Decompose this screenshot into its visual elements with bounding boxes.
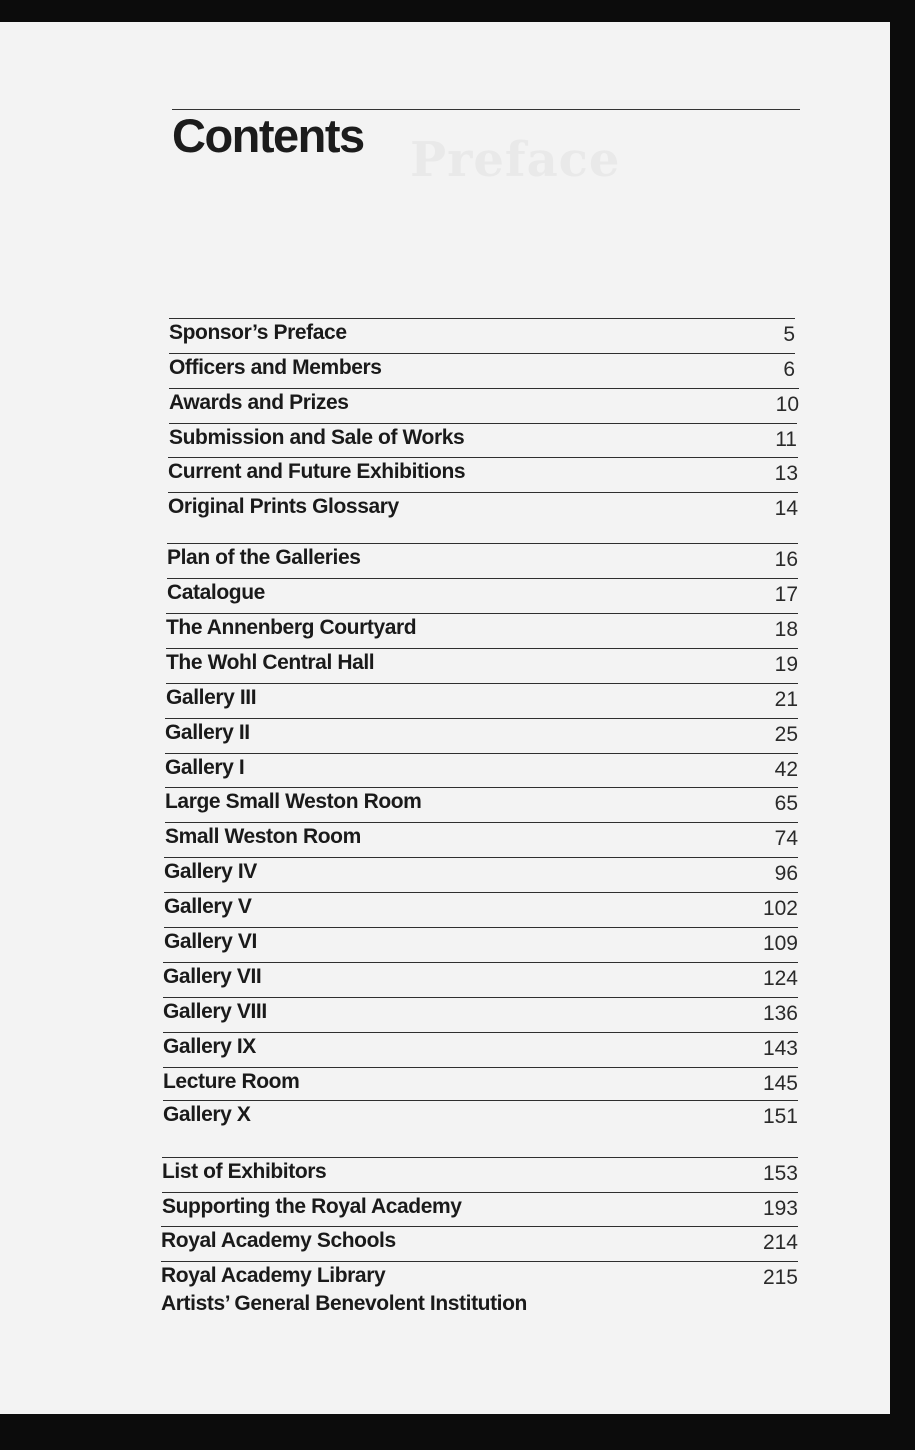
toc-entry-page: 143 [762, 1037, 798, 1060]
toc-entry-page: 74 [774, 827, 798, 850]
toc-entry-page: 19 [774, 653, 798, 676]
toc-entry-page: 16 [774, 548, 798, 571]
toc-entry-label: The Wohl Central Hall [166, 651, 375, 674]
toc-entry [163, 1067, 798, 1102]
toc-entry [161, 1261, 798, 1326]
toc-entry-label: Small Weston Room [165, 825, 361, 848]
toc-entry-page: 5 [783, 323, 795, 346]
toc-entry [162, 1157, 798, 1192]
toc-entry-page: 151 [762, 1105, 798, 1128]
page-title: Contents [172, 109, 364, 162]
toc-entry-label: Gallery III [166, 686, 257, 709]
toc-entry-label: Gallery I [165, 756, 245, 779]
toc-entry-page: 6 [783, 358, 795, 381]
toc-entry-label: Submission and Sale of Works [169, 426, 465, 449]
toc-entry [162, 1192, 798, 1227]
toc-entry-page: 11 [775, 428, 797, 451]
toc-entry-label: Gallery X [163, 1103, 251, 1126]
toc-entry-label: Gallery V [164, 895, 252, 918]
toc-entry-page: 21 [774, 688, 798, 711]
toc-entry-label: The Annenberg Courtyard [166, 616, 417, 639]
toc-entry [169, 353, 795, 388]
toc-entry [168, 492, 798, 527]
toc-entry [167, 578, 798, 613]
toc-entry-label: Gallery VII [163, 965, 262, 988]
toc-entry [165, 718, 798, 753]
toc-entry-page: 17 [774, 583, 798, 606]
book-page [0, 22, 890, 1414]
toc-entry-label: Plan of the Galleries [167, 546, 361, 569]
toc-entry-page: 153 [762, 1162, 798, 1185]
toc-entry-page: 214 [762, 1231, 798, 1254]
toc-entry-label: Gallery VI [164, 930, 257, 953]
toc-entry-label: Officers and Members [169, 356, 382, 379]
toc-entry [163, 1100, 798, 1135]
toc-entry-page: 25 [774, 723, 798, 746]
toc-entry [169, 388, 799, 423]
toc-entry-page: 42 [774, 758, 798, 781]
toc-entry-page: 102 [762, 897, 798, 920]
toc-entry-page: 65 [774, 792, 798, 815]
toc-entry-label: Original Prints Glossary [168, 495, 399, 518]
toc-entry-label: Lecture Room [163, 1070, 300, 1093]
toc-entry-page: 124 [762, 967, 798, 990]
toc-entry-label: List of Exhibitors [162, 1160, 327, 1183]
toc-entry-page: 145 [762, 1072, 798, 1095]
toc-entry-label: Gallery VIII [163, 1000, 267, 1023]
toc-entry-label: Gallery II [165, 721, 250, 744]
toc-entry [169, 423, 797, 458]
toc-entry-label: Large Small Weston Room [165, 790, 422, 813]
toc-entry-page: 136 [762, 1002, 798, 1025]
toc-entry-label: Current and Future Exhibitions [168, 460, 466, 483]
toc-entry-page: 14 [774, 497, 798, 520]
toc-entry [166, 613, 798, 648]
toc-entry [166, 648, 798, 683]
toc-entry-label: Royal Academy Schools [161, 1229, 396, 1252]
toc-entry-label: Sponsor’s Preface [169, 321, 347, 344]
toc-entry [163, 962, 798, 997]
toc-entry-page: 96 [774, 862, 798, 885]
show-through-heading: Preface [410, 132, 621, 188]
toc-entry-label: Royal Academy Library [161, 1264, 386, 1287]
toc-entry [163, 1032, 798, 1067]
toc-entry-page: 193 [762, 1197, 798, 1220]
toc-entry [164, 892, 798, 927]
toc-entry-page: 215 [762, 1266, 798, 1289]
toc-entry [166, 683, 798, 718]
toc-entry [164, 927, 798, 962]
toc-entry [165, 787, 798, 822]
toc-entry-page: 10 [775, 393, 799, 416]
toc-entry-page: 109 [762, 932, 798, 955]
toc-entry-page: 18 [774, 618, 798, 641]
toc-entry [165, 822, 798, 857]
toc-entry-label: Supporting the Royal Academy [162, 1195, 462, 1218]
toc-entry-label-second-line: Artists’ General Benevolent Institution [161, 1292, 527, 1315]
toc-entry [168, 457, 798, 492]
toc-entry-label: Gallery IX [163, 1035, 256, 1058]
toc-entry-page: 13 [774, 462, 798, 485]
toc-entry-label: Catalogue [167, 581, 265, 604]
toc-entry [169, 318, 795, 353]
toc-entry-label: Gallery IV [164, 860, 257, 883]
toc-entry [165, 753, 798, 788]
toc-entry [163, 997, 798, 1032]
toc-entry-label: Awards and Prizes [169, 391, 349, 414]
toc-entry [161, 1226, 798, 1261]
toc-entry [164, 857, 798, 892]
toc-entry [167, 543, 798, 578]
